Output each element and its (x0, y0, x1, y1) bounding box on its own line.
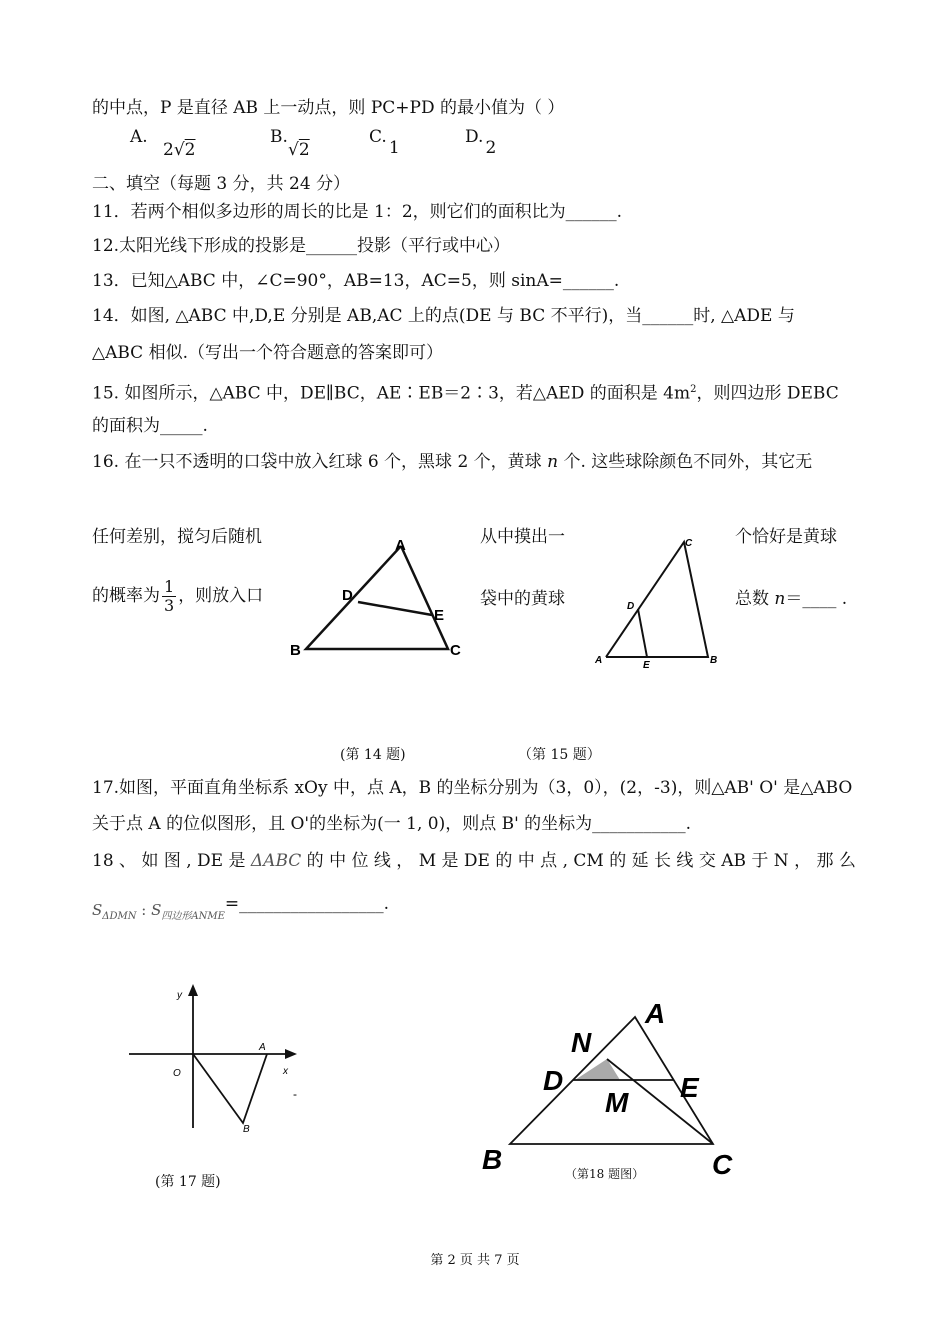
question-11: 11．若两个相似多边形的周长的比是 1：2，则它们的面积比为______. (92, 202, 623, 222)
fig14-label-E: E (434, 607, 445, 624)
q10-option-a-value: 2√2 (163, 140, 196, 160)
fig17-label-x: x (283, 1066, 288, 1077)
figure-15 (590, 533, 725, 673)
q10-option-b-value: √2 (288, 140, 310, 160)
fig15-label-D: D (627, 601, 635, 612)
question-16-line1: 16. 在一只不透明的口袋中放入红球 6 个，黑球 2 个，黄球 n 个. 这些球除颜色不同外，其它无 (92, 452, 813, 472)
q10-stem: 的中点，P 是直径 AB 上一动点，则 PC+PD 的最小值为（ ） (92, 98, 565, 118)
q10-option-b: B. (270, 127, 288, 147)
fig18-label-E: E (680, 1072, 699, 1103)
fig17-label-y: y (177, 990, 182, 1001)
question-15-line1: 15. 如图所示，△ABC 中，DE∥BC，AE∶EB＝2∶3，若△AED 的面积是 $4m^2$，则四边形 DEBC (92, 383, 839, 404)
question-16-seg-b1: 的概率为 $\frac{1}{3}$ ，则放入口 (92, 577, 264, 615)
fig17-label-A: A (259, 1042, 266, 1053)
question-16-seg-b3: 总数 n＝____ . (735, 589, 848, 609)
q10-option-d: D.2 (465, 127, 497, 158)
fig18-label-B: B (482, 1144, 503, 1175)
fig17-caption: (第 17 题) (155, 1174, 221, 1190)
fig14-label-C: C (450, 642, 461, 659)
fig18-label-M: M (605, 1087, 629, 1118)
question-14-line1: 14．如图, △ABC 中,D,E 分别是 AB,AC 上的点(DE 与 BC 不平行)，当______时, △ADE 与 (92, 306, 795, 326)
fig14-label-B: B (290, 642, 301, 659)
figure-14 (285, 530, 475, 665)
fig14-label-A: A (395, 537, 406, 554)
question-16-seg-a3: 个恰好是黄球 (735, 527, 837, 547)
q10-option-a (130, 126, 148, 148)
question-16-seg-a2: 从中摸出一 (480, 527, 565, 547)
fig17-label-B: B (243, 1124, 250, 1135)
fig17-label-O: O (173, 1068, 181, 1079)
fig18-label-A: A (645, 998, 666, 1029)
fraction: $\frac{1}{3}$ (164, 577, 175, 615)
figure-17 (125, 980, 315, 1135)
figure-18 (475, 995, 755, 1180)
fig14-caption: (第 14 题) (340, 747, 406, 763)
fig18-label-C: C (712, 1149, 733, 1180)
question-18-ratio: $S_{\Delta DMN}$ : $S_{四边形ANME}=\_\_\_\_\_\_\_\_\_\_\_\_\_\_\_\_\_$. (92, 894, 390, 922)
question-14-line2: △ABC 相似.（写出一个符合题意的答案即可） (92, 343, 443, 363)
question-16-seg-b2: 袋中的黄球 (480, 589, 565, 609)
fig15-label-B: B (710, 655, 718, 666)
fig15-caption: （第 15 题） (518, 747, 601, 763)
fig18-caption: （第18 题图） (565, 1167, 645, 1181)
fig15-label-E: E (643, 660, 650, 671)
fig18-shaded-triangle (575, 1059, 620, 1080)
fig15-label-C: C (685, 538, 693, 549)
question-18-line1: 18 、 如 图 , DE 是 ΔABC 的 中 位 线 ， M 是 DE 的 中 点 , CM 的 延 长 线 交 AB 于 N ， 那 么 (92, 851, 856, 871)
fig18-label-D: D (543, 1065, 564, 1096)
fig17-dash: - (293, 1087, 297, 1101)
question-17-line1: 17.如图，平面直角坐标系 xOy 中，点 A，B 的坐标分别为（3，0），(2，-3)，则△AB' O' 是△ABO (92, 778, 853, 798)
section-title: 二、填空（每题 3 分，共 24 分） (92, 174, 351, 194)
page-footer: 第 2 页 共 7 页 (430, 1253, 520, 1268)
question-17-line2: 关于点 A 的位似图形，且 O'的坐标为(一 1, 0)，则点 B' 的坐标为___________. (92, 814, 692, 834)
question-16-seg-a1: 任何差别，搅匀后随机 (92, 527, 262, 547)
fig15-label-A: A (595, 655, 603, 666)
question-12: 12.太阳光线下形成的投影是______投影（平行或中心） (92, 236, 511, 256)
question-13: 13．已知△ABC 中，∠C=90°，AB=13，AC=5，则 sinA=______. (92, 271, 620, 291)
fig18-label-N: N (571, 1027, 592, 1058)
option-label: A. (130, 127, 148, 147)
question-15-line2: 的面积为_____. (92, 416, 208, 436)
q10-option-c: C.1 (369, 127, 400, 158)
fig14-label-D: D (342, 587, 353, 604)
